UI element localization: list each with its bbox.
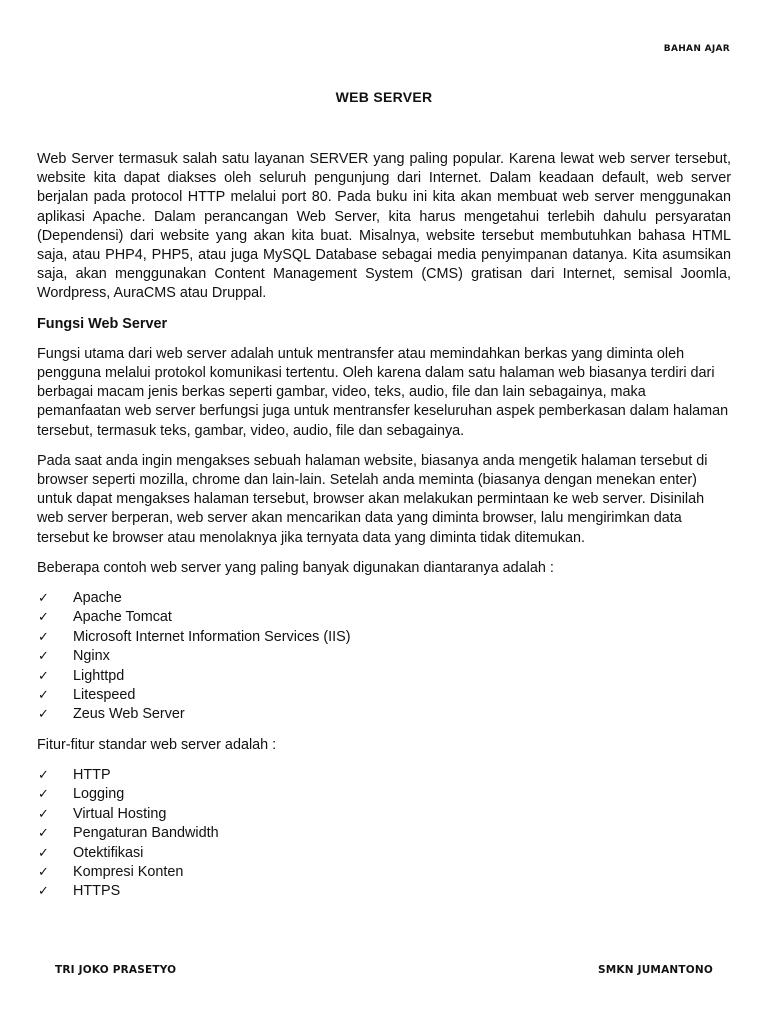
checkmark-icon: ✓ [38,845,49,861]
list-item-label: Logging [73,786,125,803]
checkmark-icon: ✓ [38,864,49,880]
checkmark-icon: ✓ [38,707,49,723]
list-item-label: Microsoft Internet Information Services (IIS) [73,628,351,645]
list-item-label: HTTP [73,767,111,783]
checkmark-icon: ✓ [38,629,49,645]
section-heading: Fungsi Web Server [37,315,168,332]
list-item [37,589,731,608]
examples-intro: Beberapa contoh web server yang paling banyak digunakan diantaranya adalah : [37,559,554,576]
list-item-label: Apache [73,590,122,607]
checkmark-icon: ✓ [38,668,49,684]
list-item-label: Zeus Web Server [73,706,185,723]
document-title: WEB SERVER [335,89,433,105]
list-item-label: Pengaturan Bandwidth [73,825,219,842]
list-item [37,882,731,901]
list-item-label: Kompresi Konten [73,863,184,880]
list-item [37,667,731,686]
list-item [37,647,731,666]
list-item [37,705,731,724]
list-item-label: Litespeed [73,687,136,704]
footer-school: SMKN JUMANTONO [598,964,713,976]
access-paragraph: Pada saat anda ingin mengakses sebuah halaman website, biasanya anda mengetik halaman tersebut di browser seperti mozilla, chrome dan lain-lain. Setelah anda meminta (biasanya dengan menekan enter) untuk dapat mengakses halaman tersebut, browser akan melakukan permintaan ke web server. Disinilah web server berperan, web server akan mencarikan data yang diminta browser, lalu mengirimkan data tersebut ke browser atau menolaknya jika ternyata data yang diminta tidak ditemukan. [37,452,708,546]
list-item [37,686,731,705]
list-item [37,608,731,627]
function-paragraph: Fungsi utama dari web server adalah untuk mentransfer atau memindahkan berkas yang diminta oleh pengguna melalui protokol komunikasi tertentu. Oleh karena dalam satu halaman web biasanya terdiri dari berbagai macam jenis berkas seperti gambar, video, teks, audio, file dan lain sebagainya, maka pemanfaatan web server berfungsi juga untuk mentransfer keseluruhan aspek pemberkasan dalam halaman tersebut, termasuk teks, gambar, video, audio, file dan sebagainya. [37,345,729,439]
examples-list [37,589,731,725]
list-item [37,766,731,785]
checkmark-icon: ✓ [38,768,49,783]
list-item [37,863,731,882]
checkmark-icon: ✓ [38,610,49,626]
list-item-label: Apache Tomcat [73,609,172,626]
checkmark-icon: ✓ [38,787,49,803]
list-item-label: Virtual Hosting [73,805,167,822]
list-item-label: Lighttpd [73,667,125,684]
footer-author: TRI JOKO PRASETYO [55,964,177,976]
checkmark-icon: ✓ [38,826,49,842]
checkmark-icon: ✓ [38,591,49,607]
features-intro: Fitur-fitur standar web server adalah : [37,736,277,753]
list-item [37,824,731,843]
list-item-label: HTTPS [73,883,121,900]
intro-paragraph: Web Server termasuk salah satu layanan SERVER yang paling popular. Karena lewat web server tersebut, website kita dapat diakses oleh seluruh pengunjung dari Internet. Dalam keadaan default, web server berjalan pada protocol HTTP melalui port 80. Pada buku ini kita akan membuat web server menggunakan aplikasi Apache. Dalam perancangan Web Server, kita harus mengetahui terlebih dahulu persyaratan (Dependensi) dari website yang akan kita buat. Misalnya, website tersebut membutuhkan bahasa HTML saja, atau PHP4, PHP5, atau juga MySQL Database sebagai media penyimpanan datanya. Kita asumsikan saja, akan menggunakan Content Management System (CMS) gratisan dari Internet, semisal Joomla, Wordpress, AuraCMS atau Druppal. [37,151,731,302]
list-item-label: Otektifikasi [73,844,144,861]
checkmark-icon: ✓ [38,688,49,704]
header-label: BAHAN AJAR [663,44,730,54]
list-item [37,844,731,863]
features-list [37,766,731,902]
list-item [37,628,731,647]
list-item-label: Nginx [73,648,110,665]
document-body [37,150,731,902]
checkmark-icon: ✓ [38,884,49,900]
list-item [37,785,731,804]
checkmark-icon: ✓ [38,806,49,822]
checkmark-icon: ✓ [38,649,49,665]
list-item [37,805,731,824]
